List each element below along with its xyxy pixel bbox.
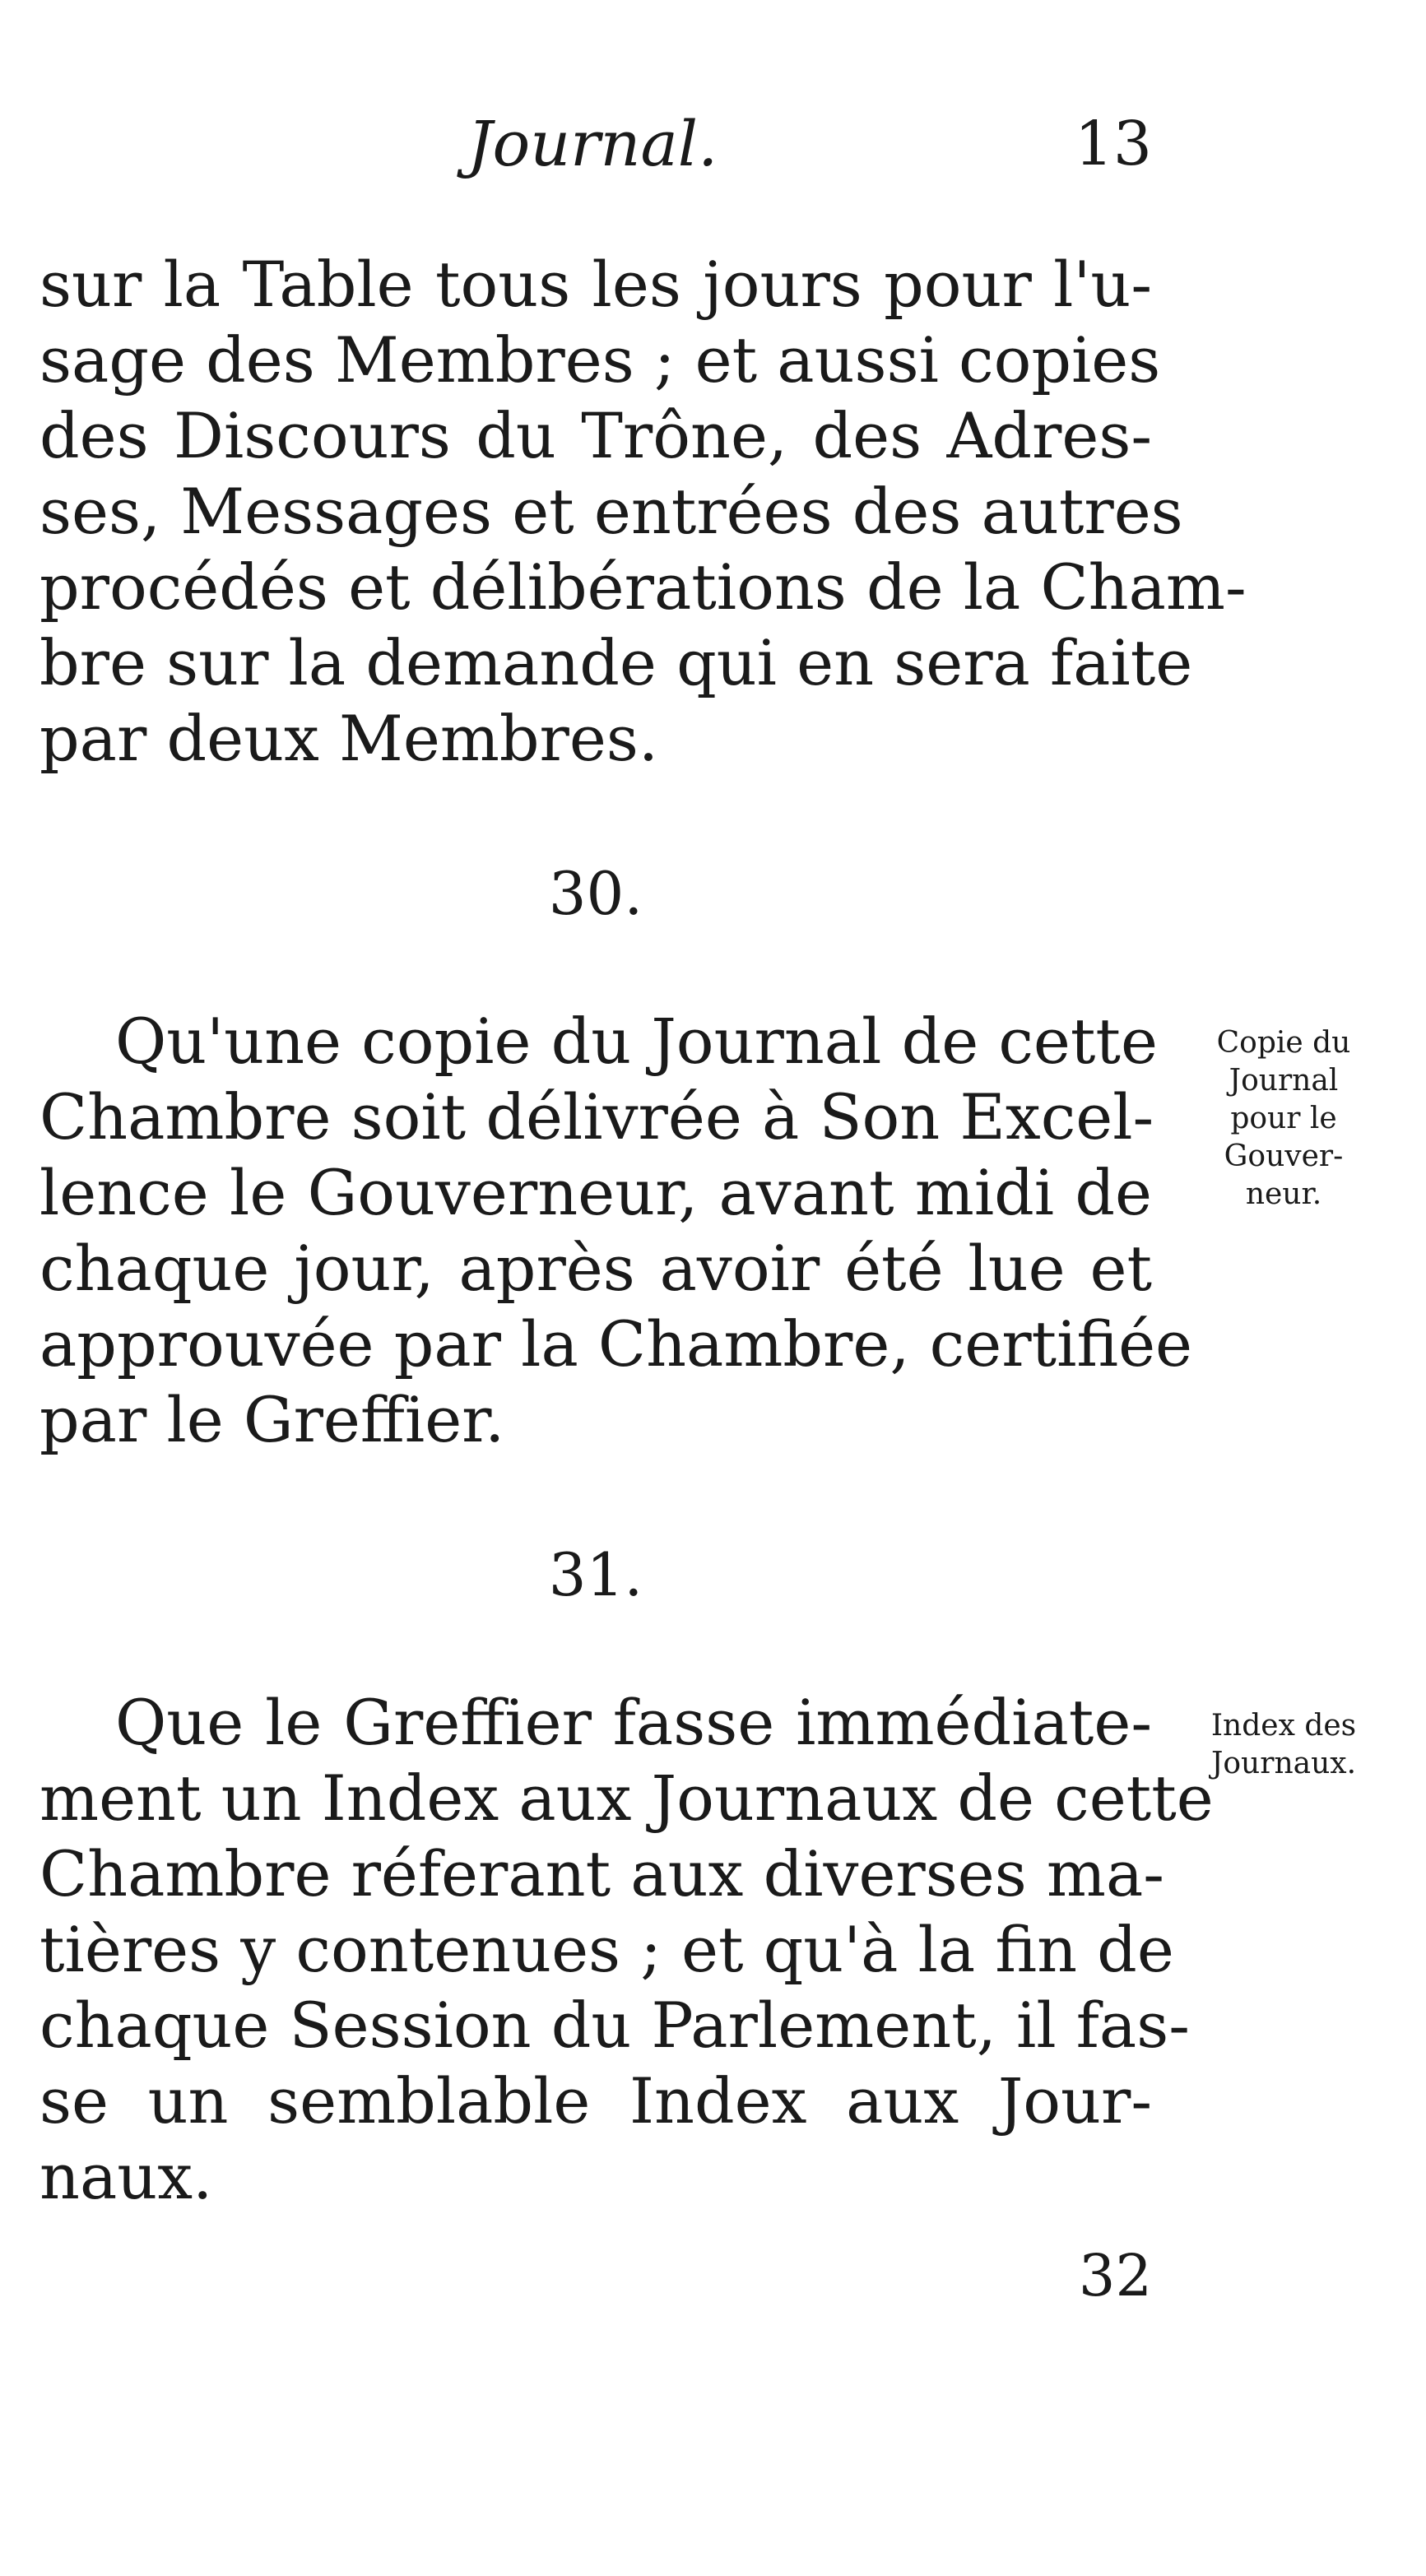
section-number-30: 30. <box>548 859 643 928</box>
margin-note-index-journaux <box>1160 1707 1407 1783</box>
text-line: Que le Greffier fasse immédiate- <box>115 1686 1152 1759</box>
margin-note-line: neur. <box>1245 1177 1322 1211</box>
text-line: naux. <box>39 2140 213 2213</box>
text-line: par le Greffier. <box>39 1383 505 1456</box>
margin-note-line: Index des <box>1210 1709 1357 1743</box>
text-line: tières y contenues ; et qu'à la fin de <box>39 1913 1174 1986</box>
margin-note-line: Copie du <box>1216 1026 1351 1060</box>
text-line: sur la Table tous les jours pour l'u- <box>39 248 1152 321</box>
page-number: 13 <box>1074 109 1152 179</box>
page-header <box>39 99 1152 189</box>
text-line: bre sur la demande qui en sera faite <box>39 626 1193 699</box>
text-line: se un semblable Index aux Jour- <box>39 2064 1152 2137</box>
text-line: lence le Gouverneur, avant midi de <box>39 1156 1152 1229</box>
section-number-31: 31. <box>548 1540 643 1609</box>
text-line: chaque jour, après avoir été lue et <box>39 1232 1152 1305</box>
margin-note-line: Gouver- <box>1224 1139 1344 1173</box>
margin-note-line: pour le <box>1230 1102 1337 1135</box>
text-line: sage des Membres ; et aussi copies <box>39 323 1161 397</box>
text-line: Chambre soit délivrée à Son Excel- <box>39 1080 1154 1153</box>
text-line: procédés et délibérations de la Cham- <box>39 550 1247 624</box>
text-line: approuvée par la Chambre, certifiée <box>39 1307 1193 1381</box>
text-line: chaque Session du Parlement, il fas- <box>39 1989 1190 2062</box>
margin-note-line: Journal <box>1229 1064 1339 1098</box>
running-title: Journal. <box>467 107 718 180</box>
margin-note-line: Journaux. <box>1210 1747 1357 1780</box>
text-line: des Discours du Trône, des Adres- <box>39 399 1152 472</box>
text-line: Chambre réferant aux diverses ma- <box>39 1837 1164 1910</box>
text-line: Qu'une copie du Journal de cette <box>115 1005 1158 1078</box>
text-line: par deux Membres. <box>39 702 659 775</box>
margin-note-copie-journal <box>1160 1024 1407 1214</box>
text-line: ment un Index aux Journaux de cette <box>39 1761 1214 1835</box>
catchword: 32 <box>1078 2242 1152 2309</box>
text-line: ses, Messages et entrées des autres <box>39 475 1183 548</box>
